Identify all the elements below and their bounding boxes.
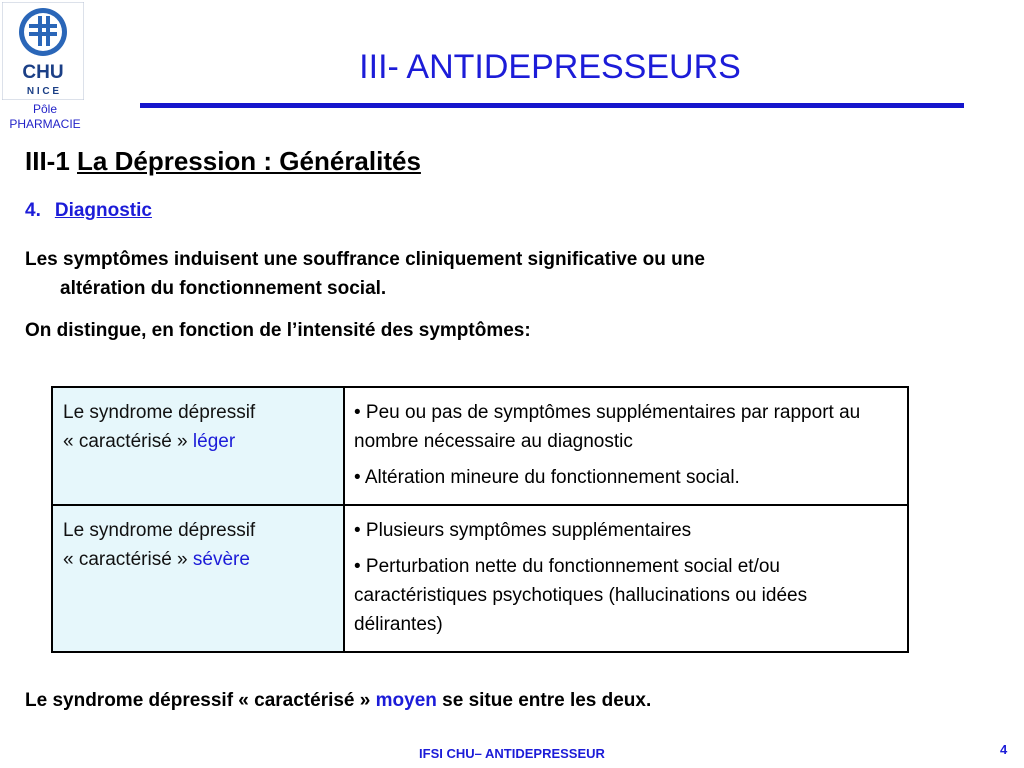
svg-text:CHU: CHU bbox=[22, 62, 64, 83]
section-prefix: III-1 bbox=[25, 146, 78, 176]
syndrome-line2: « caractérisé » léger bbox=[63, 431, 236, 452]
paragraph-line2: altération du fonctionnement social. bbox=[60, 278, 387, 299]
diagnostic-label: Diagnostic bbox=[54, 200, 152, 221]
pole-line2: PHARMACIE bbox=[9, 117, 81, 131]
paragraph-line1: Les symptômes induisent une souffrance cliniquement significative ou une bbox=[25, 249, 705, 270]
bullet-item: • Altération mineure du fonctionnement social. bbox=[354, 467, 740, 488]
syndrome-line2: « caractérisé » sévère bbox=[63, 549, 250, 570]
pole-line1: Pôle bbox=[32, 102, 58, 116]
section-label: La Dépression : Généralités bbox=[77, 146, 421, 176]
pole-pharmacie bbox=[0, 102, 90, 132]
bullet-item: • Plusieurs symptômes supplémentaires bbox=[354, 520, 692, 541]
table-row bbox=[52, 505, 908, 652]
title-underline-rule bbox=[140, 103, 964, 108]
table-cell-syndrome bbox=[52, 387, 344, 505]
conclusion-after: se situe entre les deux. bbox=[436, 690, 652, 711]
table-cell-description bbox=[344, 387, 908, 505]
table-row bbox=[52, 387, 908, 505]
conclusion-highlight: moyen bbox=[375, 690, 437, 711]
syndrome-line1: Le syndrome dépressif bbox=[63, 402, 256, 423]
bullet-item: • Perturbation nette du fonctionnement social et/ou caractéristiques psychotiques (hallucinations ou idées délirantes) bbox=[354, 556, 808, 635]
table-cell-description bbox=[344, 505, 908, 652]
severity-label: léger bbox=[192, 431, 236, 452]
chu-nice-logo bbox=[2, 2, 84, 100]
paragraph-distinction: On distingue, en fonction de l’intensité des symptômes: bbox=[25, 320, 531, 341]
table-cell-syndrome bbox=[52, 505, 344, 652]
diagnostic-number: 4. bbox=[25, 200, 41, 221]
severity-label: sévère bbox=[192, 549, 250, 570]
slide-title: III- ANTIDEPRESSEURS bbox=[359, 48, 741, 86]
bullet-item: • Peu ou pas de symptômes supplémentaires par rapport au nombre nécessaire au diagnostic bbox=[354, 402, 861, 452]
conclusion-before: Le syndrome dépressif « caractérisé » bbox=[25, 690, 376, 711]
page-number: 4 bbox=[1000, 742, 1008, 757]
footer-text: IFSI CHU– ANTIDEPRESSEUR bbox=[419, 746, 605, 761]
diagnostic-heading bbox=[25, 200, 152, 222]
syndrome-line1: Le syndrome dépressif bbox=[63, 520, 256, 541]
syndrome-table bbox=[51, 386, 909, 653]
conclusion bbox=[25, 690, 651, 712]
svg-text:N I C E: N I C E bbox=[26, 86, 60, 97]
paragraph-symptoms bbox=[25, 245, 985, 303]
section-heading bbox=[25, 146, 421, 177]
